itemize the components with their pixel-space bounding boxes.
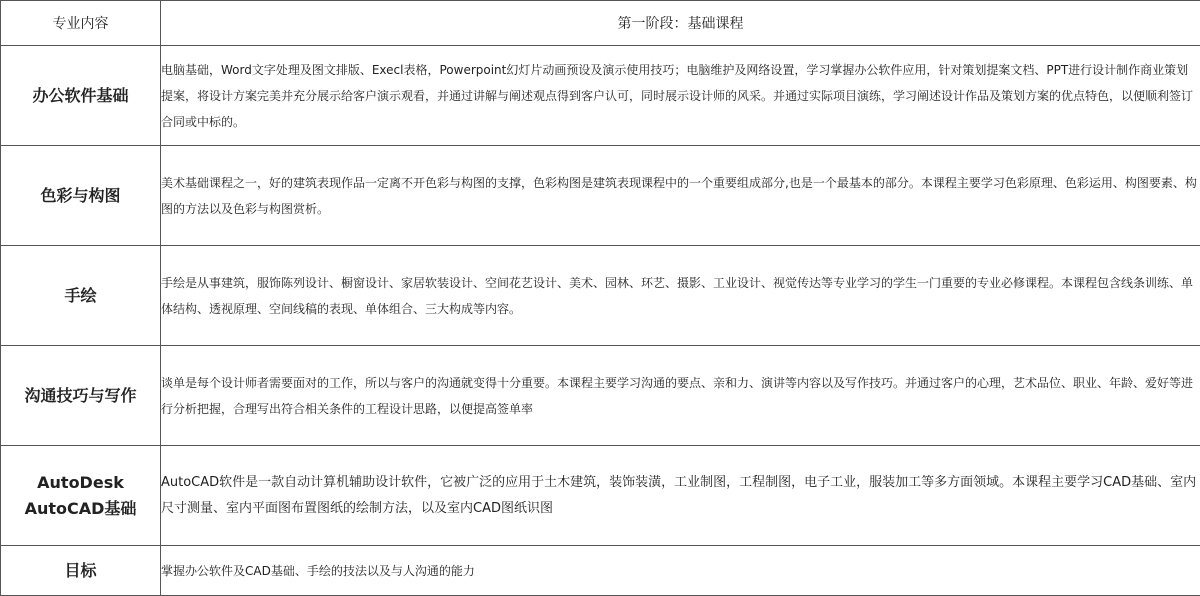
topic-cell: 目标 [1, 546, 161, 596]
description-cell: 谈单是每个设计师者需要面对的工作，所以与客户的沟通就变得十分重要。本课程主要学习沟通的要点、亲和力、演讲等内容以及写作技巧。并通过客户的心理，艺术品位、职业、年龄、爱好等进行分析把握，合理写出符合相关条件的工程设计思路，以便提高签单率 [161, 346, 1200, 446]
description-cell: AutoCAD软件是一款自动计算机辅助设计软件，它被广泛的应用于土木建筑，装饰装潢，工业制图，工程制图，电子工业，服装加工等多方面领域。本课程主要学习CAD基础、室内尺寸测量、室内平面图布置图纸的绘制方法，以及室内CAD图纸识图 [161, 446, 1200, 546]
topic-cell: 办公软件基础 [1, 46, 161, 146]
table-row [1, 546, 1200, 596]
table-row [1, 246, 1200, 346]
description-cell: 美术基础课程之一，好的建筑表现作品一定离不开色彩与构图的支撑，色彩构图是建筑表现课程中的一个重要组成部分,也是一个最基本的部分。本课程主要学习色彩原理、色彩运用、构图要素、构图的方法以及色彩与构图赏析。 [161, 146, 1200, 246]
description-cell: 电脑基础，Word文字处理及图文排版、Execl表格，Powerpoint幻灯片动画预设及演示使用技巧；电脑维护及网络设置，学习掌握办公软件应用，针对策划提案文档、PPT进行设计制作商业策划提案，将设计方案完美并充分展示给客户演示观看，并通过讲解与阐述观点得到客户认可，同时展示设计师的风采。并通过实际项目演练，学习阐述设计作品及策划方案的优点特色，以便顺利签订合同或中标的。 [161, 46, 1200, 146]
topic-line: AutoCAD基础 [1, 496, 160, 522]
table-row [1, 146, 1200, 246]
header-professional-content: 专业内容 [1, 1, 161, 46]
topic-cell: 色彩与构图 [1, 146, 161, 246]
table-row [1, 446, 1200, 546]
table-row [1, 46, 1200, 146]
table-row [1, 346, 1200, 446]
header-stage-one: 第一阶段：基础课程 [161, 1, 1200, 46]
table-header-row [1, 1, 1200, 46]
topic-cell: 手绘 [1, 246, 161, 346]
description-cell: 掌握办公软件及CAD基础、手绘的技法以及与人沟通的能力 [161, 546, 1200, 596]
description-cell: 手绘是从事建筑，服饰陈列设计、橱窗设计、家居软装设计、空间花艺设计、美术、园林、环艺、摄影、工业设计、视觉传达等专业学习的学生一门重要的专业必修课程。本课程包含线条训练、单体结构、透视原理、空间线稿的表现、单体组合、三大构成等内容。 [161, 246, 1200, 346]
topic-cell: 沟通技巧与写作 [1, 346, 161, 446]
topic-cell [1, 446, 161, 546]
topic-line: AutoDesk [1, 470, 160, 496]
